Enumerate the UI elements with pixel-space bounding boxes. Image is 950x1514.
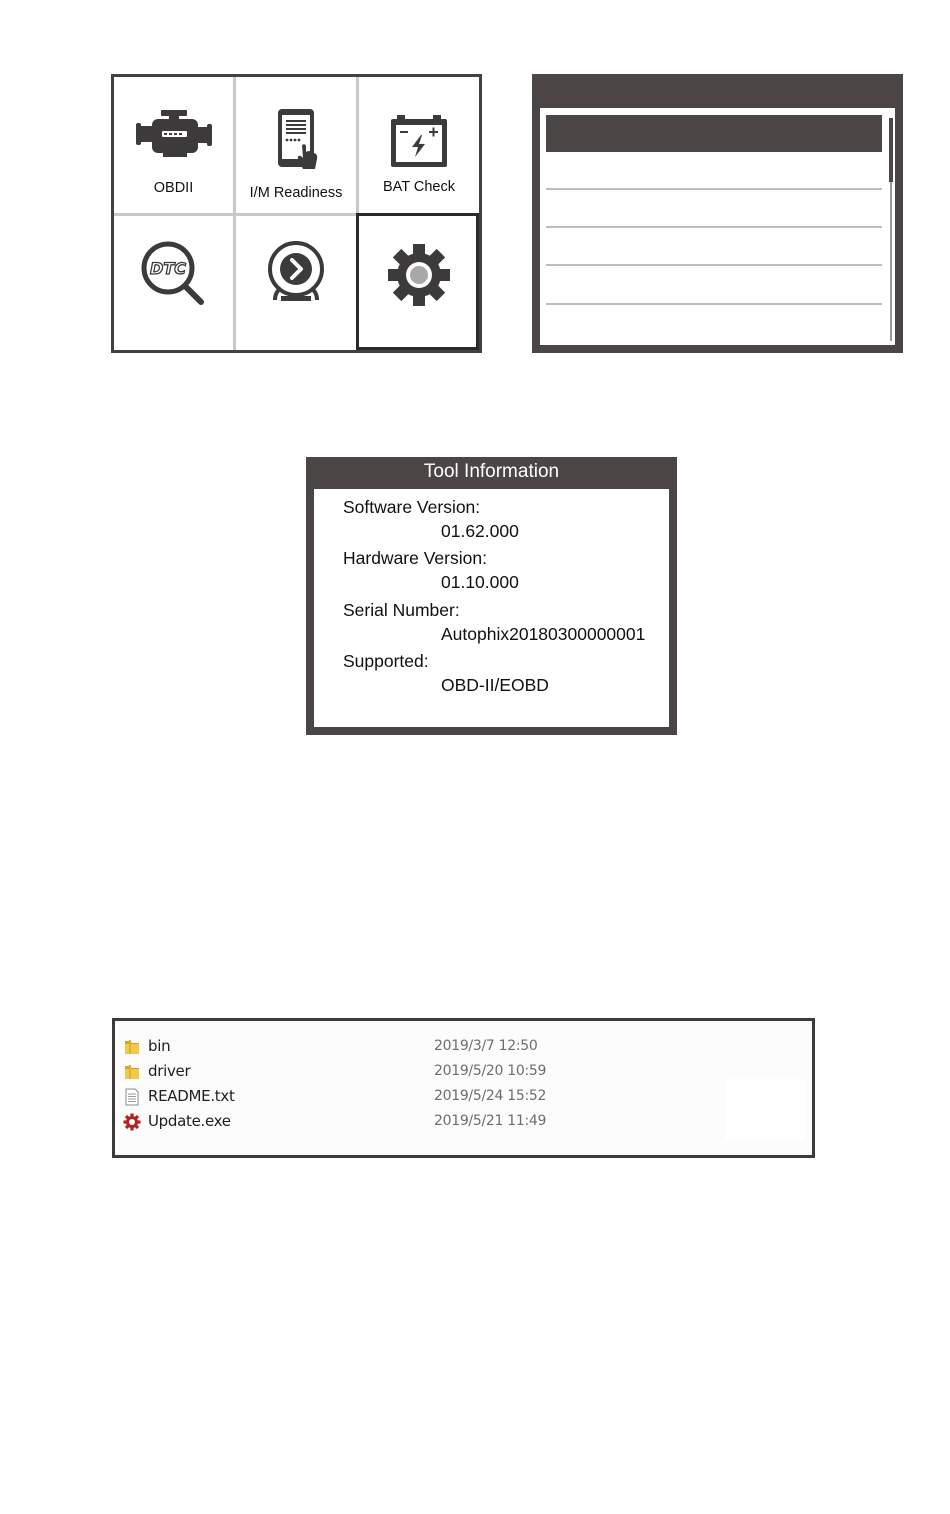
file-date: 2019/5/24 15:52 bbox=[434, 1088, 547, 1104]
text-file-icon bbox=[123, 1088, 141, 1106]
file-row-bin[interactable] bbox=[121, 1035, 811, 1059]
list-item-separator bbox=[546, 188, 882, 190]
blank-area bbox=[725, 1079, 805, 1141]
serial-number-label: Serial Number: bbox=[343, 600, 460, 620]
tablet-touch-icon bbox=[266, 107, 326, 173]
list-item-separator bbox=[546, 264, 882, 266]
software-version-label: Software Version: bbox=[343, 497, 481, 517]
list-item-highlighted[interactable] bbox=[546, 115, 882, 152]
supported-label: Supported: bbox=[343, 651, 429, 671]
file-name: README.txt bbox=[148, 1087, 235, 1105]
gear-icon bbox=[387, 243, 451, 307]
scrollbar-thumb[interactable] bbox=[889, 118, 893, 182]
hardware-version-label: Hardware Version: bbox=[343, 548, 487, 568]
menu-item-im-readiness[interactable] bbox=[236, 77, 356, 213]
menu-item-label: BAT Check bbox=[383, 179, 455, 195]
engine-icon bbox=[136, 106, 212, 166]
battery-icon bbox=[388, 111, 450, 169]
file-name: Update.exe bbox=[148, 1112, 231, 1130]
exe-gear-icon bbox=[123, 1113, 141, 1131]
serial-number-value: Autophix20180300000001 bbox=[441, 624, 646, 644]
software-version-value: 01.62.000 bbox=[441, 521, 519, 541]
list-screen bbox=[532, 74, 903, 353]
menu-item-label: OBDII bbox=[153, 180, 194, 196]
file-date: 2019/5/20 10:59 bbox=[434, 1063, 547, 1079]
list-item-separator bbox=[546, 303, 882, 305]
supported-value: OBD-II/EOBD bbox=[441, 675, 549, 695]
file-name: driver bbox=[148, 1062, 191, 1080]
file-date: 2019/3/7 12:50 bbox=[434, 1038, 538, 1054]
menu-item-label: I/M Readiness bbox=[249, 185, 343, 201]
tool-information-body bbox=[314, 489, 669, 727]
menu-item-settings[interactable] bbox=[359, 216, 479, 350]
list-body bbox=[540, 108, 895, 345]
tool-information-screen bbox=[306, 457, 677, 735]
file-explorer-list bbox=[112, 1018, 815, 1158]
hardware-version-value: 01.10.000 bbox=[441, 572, 519, 592]
svg-text:DTC: DTC bbox=[149, 259, 186, 278]
menu-item-bat-check[interactable] bbox=[359, 77, 479, 213]
screen-title: Tool Information bbox=[423, 461, 560, 482]
dtc-lookup-icon bbox=[138, 238, 210, 310]
menu-item-review[interactable] bbox=[236, 216, 356, 350]
menu-item-obdii[interactable] bbox=[114, 77, 233, 213]
list-item-separator bbox=[546, 226, 882, 228]
main-menu-grid bbox=[111, 74, 482, 353]
folder-icon bbox=[123, 1063, 141, 1081]
file-row-readme[interactable] bbox=[121, 1085, 811, 1109]
file-date: 2019/5/21 11:49 bbox=[434, 1113, 547, 1129]
review-icon bbox=[263, 240, 329, 310]
file-row-update-exe[interactable] bbox=[121, 1110, 811, 1134]
file-row-driver[interactable] bbox=[121, 1060, 811, 1084]
folder-icon bbox=[123, 1038, 141, 1056]
file-name: bin bbox=[148, 1037, 171, 1055]
menu-item-dtc-lookup[interactable] bbox=[114, 216, 233, 350]
